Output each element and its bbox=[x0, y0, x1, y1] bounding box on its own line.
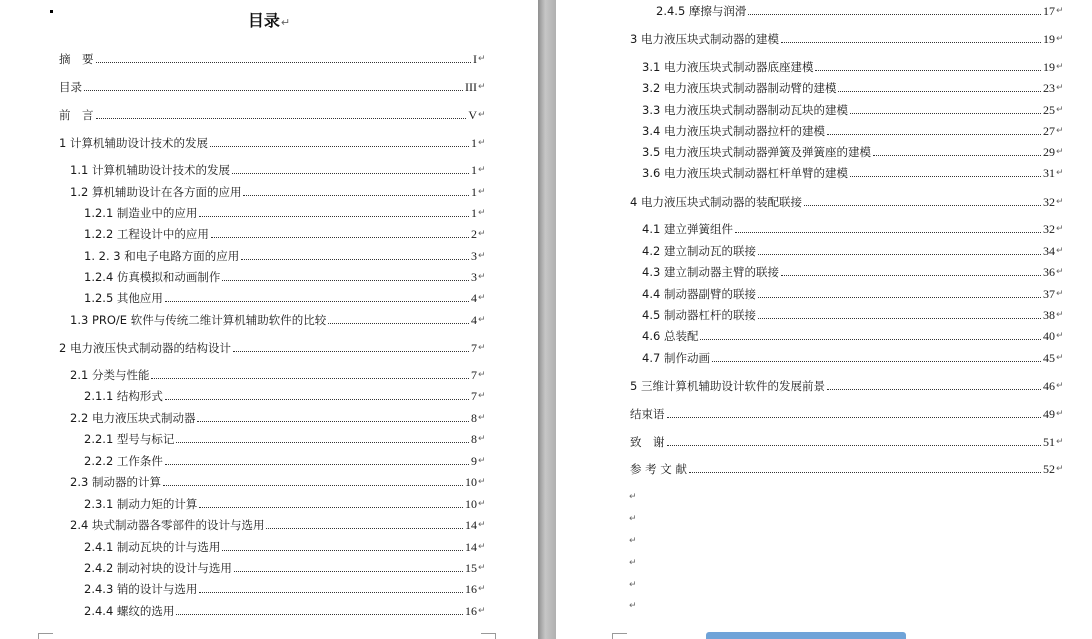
toc-entry-label: 2.4.2 制动衬块的设计与选用 bbox=[84, 561, 232, 575]
toc-entry[interactable] bbox=[642, 222, 1066, 237]
toc-entry-label: 4.3 建立制动器主臂的联接 bbox=[642, 265, 779, 279]
toc-entry[interactable] bbox=[642, 166, 1066, 181]
paragraph-mark-icon: ↵ bbox=[1056, 464, 1064, 474]
toc-page-number: 38 bbox=[1043, 308, 1055, 322]
toc-leader-dots bbox=[712, 361, 1041, 362]
toc-entry[interactable] bbox=[642, 145, 1066, 160]
horizontal-scroll-indicator[interactable] bbox=[706, 632, 906, 639]
toc-entry[interactable] bbox=[84, 389, 488, 404]
paragraph-mark-icon: ↵ bbox=[478, 229, 486, 239]
toc-entry-label: 4.4 制动器副臂的联接 bbox=[642, 287, 756, 301]
toc-page-number: 16 bbox=[465, 582, 477, 596]
toc-page-number: 46 bbox=[1043, 379, 1055, 393]
toc-entry-label: 目录 bbox=[59, 80, 82, 94]
toc-page-number: 45 bbox=[1043, 351, 1055, 365]
toc-entry-label: 2.4.5 摩擦与润滑 bbox=[656, 4, 747, 18]
paragraph-mark-icon: ↵ bbox=[1056, 246, 1064, 256]
page-gap bbox=[538, 0, 556, 639]
toc-page-number: 37 bbox=[1043, 287, 1055, 301]
toc-entry-label: 致 谢 bbox=[630, 435, 665, 449]
toc-page-number: 16 bbox=[465, 604, 477, 618]
paragraph-mark-icon: ↵ bbox=[629, 558, 637, 568]
toc-entry[interactable] bbox=[59, 136, 488, 151]
toc-leader-dots bbox=[758, 318, 1041, 319]
toc-page-number: 40 bbox=[1043, 329, 1055, 343]
toc-entry[interactable] bbox=[642, 308, 1066, 323]
toc-leader-dots bbox=[758, 254, 1041, 255]
paragraph-mark-icon: ↵ bbox=[478, 477, 486, 487]
toc-leader-dots bbox=[96, 118, 467, 119]
paragraph-mark-icon: ↵ bbox=[280, 16, 291, 29]
page-corner-mark bbox=[612, 633, 627, 639]
toc-page-number: 14 bbox=[465, 518, 477, 532]
toc-entry[interactable] bbox=[630, 435, 1066, 450]
toc-leader-dots bbox=[165, 399, 469, 400]
toc-leader-dots bbox=[243, 195, 469, 196]
toc-entry[interactable] bbox=[630, 195, 1066, 210]
toc-leader-dots bbox=[827, 389, 1041, 390]
page-corner-mark bbox=[38, 633, 53, 639]
toc-entry[interactable] bbox=[70, 518, 488, 533]
toc-leader-dots bbox=[199, 592, 463, 593]
paragraph-mark-icon: ↵ bbox=[1056, 224, 1064, 234]
toc-entry-label: 1.2 算机辅助设计在各方面的应用 bbox=[70, 185, 242, 199]
page-corner-mark bbox=[481, 633, 496, 639]
toc-page-number: 23 bbox=[1043, 81, 1055, 95]
paragraph-mark-icon: ↵ bbox=[478, 251, 486, 261]
paragraph-mark-icon: ↵ bbox=[1056, 289, 1064, 299]
toc-entry[interactable] bbox=[656, 4, 1066, 19]
toc-entry-label: 4.6 总装配 bbox=[642, 329, 699, 343]
toc-entry[interactable] bbox=[70, 411, 488, 426]
toc-entry-label: 1.3 PRO/E 软件与传统二维计算机辅助软件的比较 bbox=[70, 313, 327, 327]
paragraph-mark-icon: ↵ bbox=[478, 413, 486, 423]
toc-entry-label: 4.2 建立制动瓦的联接 bbox=[642, 244, 756, 258]
toc-page-number: 4 bbox=[471, 313, 477, 327]
paragraph-mark-icon: ↵ bbox=[478, 208, 486, 218]
paragraph-mark-icon: ↵ bbox=[478, 456, 486, 466]
paragraph-mark-icon: ↵ bbox=[478, 584, 486, 594]
toc-entry-label: 2.2 电力液压块式制动器 bbox=[70, 411, 196, 425]
toc-page-number: 8 bbox=[471, 411, 477, 425]
toc-entry[interactable] bbox=[642, 60, 1066, 75]
toc-entry-label: 2 电力液压快式制动器的结构设计 bbox=[59, 341, 231, 355]
toc-leader-dots bbox=[781, 42, 1041, 43]
toc-entry-label: 4.1 建立弹簧组件 bbox=[642, 222, 733, 236]
paragraph-mark-icon: ↵ bbox=[1056, 381, 1064, 391]
toc-entry-label: 3 电力液压块式制动器的建模 bbox=[630, 32, 779, 46]
toc-page-number: 19 bbox=[1043, 32, 1055, 46]
toc-leader-dots bbox=[210, 146, 469, 147]
toc-page-number: 31 bbox=[1043, 166, 1055, 180]
paragraph-mark-icon: ↵ bbox=[478, 434, 486, 444]
toc-entry[interactable] bbox=[84, 432, 488, 447]
toc-entry-label: 1.1 计算机辅助设计技术的发展 bbox=[70, 163, 230, 177]
toc-page-number: 3 bbox=[471, 270, 477, 284]
toc-entry-label: 3.4 电力液压块式制动器拉杆的建模 bbox=[642, 124, 825, 138]
paragraph-mark-icon: ↵ bbox=[1056, 6, 1064, 16]
toc-entry[interactable] bbox=[642, 351, 1066, 366]
toc-entry[interactable] bbox=[84, 454, 488, 469]
toc-entry[interactable] bbox=[630, 462, 1066, 477]
paragraph-mark-icon: ↵ bbox=[478, 293, 486, 303]
toc-entry-label: 3.1 电力液压块式制动器底座建模 bbox=[642, 60, 814, 74]
paragraph-mark-icon: ↵ bbox=[629, 580, 637, 590]
toc-leader-dots bbox=[850, 176, 1041, 177]
paragraph-mark-icon: ↵ bbox=[1056, 168, 1064, 178]
toc-leader-dots bbox=[781, 275, 1041, 276]
toc-entry[interactable] bbox=[630, 379, 1066, 394]
paragraph-mark-icon: ↵ bbox=[629, 536, 637, 546]
toc-entry[interactable] bbox=[70, 313, 488, 328]
toc-page-number: 49 bbox=[1043, 407, 1055, 421]
paragraph-mark-icon: ↵ bbox=[1056, 310, 1064, 320]
toc-entry[interactable] bbox=[84, 291, 488, 306]
toc-leader-dots bbox=[266, 528, 463, 529]
toc-entry-label: 1.2.1 制造业中的应用 bbox=[84, 206, 198, 220]
paragraph-mark-icon: ↵ bbox=[1056, 409, 1064, 419]
paragraph-mark-icon: ↵ bbox=[1056, 62, 1064, 72]
toc-entry-label: 1.2.4 仿真模拟和动画制作 bbox=[84, 270, 221, 284]
toc-leader-dots bbox=[176, 614, 463, 615]
toc-entry-label: 2.2.1 型号与标记 bbox=[84, 432, 175, 446]
paragraph-mark-icon: ↵ bbox=[1056, 105, 1064, 115]
paragraph-mark-icon: ↵ bbox=[478, 187, 486, 197]
toc-leader-dots bbox=[199, 507, 463, 508]
paragraph-mark-icon: ↵ bbox=[478, 563, 486, 573]
toc-leader-dots bbox=[873, 155, 1041, 156]
toc-leader-dots bbox=[689, 472, 1041, 473]
toc-page-number: 2 bbox=[471, 227, 477, 241]
toc-leader-dots bbox=[815, 70, 1041, 71]
paragraph-mark-icon: ↵ bbox=[478, 370, 486, 380]
toc-page-number: 52 bbox=[1043, 462, 1055, 476]
toc-page-number: 29 bbox=[1043, 145, 1055, 159]
toc-leader-dots bbox=[163, 485, 463, 486]
paragraph-mark-icon: ↵ bbox=[1056, 267, 1064, 277]
toc-entry-label: 3.2 电力液压块式制动器制动臂的建模 bbox=[642, 81, 837, 95]
toc-entry[interactable] bbox=[642, 103, 1066, 118]
toc-leader-dots bbox=[84, 90, 463, 91]
toc-entry[interactable] bbox=[84, 561, 488, 576]
toc-entry-label: 4 电力液压块式制动器的装配联接 bbox=[630, 195, 802, 209]
toc-page-number: 7 bbox=[471, 368, 477, 382]
toc-leader-dots bbox=[735, 232, 1041, 233]
toc-leader-dots bbox=[667, 445, 1042, 446]
paragraph-mark-icon: ↵ bbox=[1056, 197, 1064, 207]
paragraph-mark-icon: ↵ bbox=[478, 110, 486, 120]
toc-leader-dots bbox=[700, 339, 1041, 340]
toc-entry[interactable] bbox=[59, 52, 488, 67]
toc-page-number: 7 bbox=[471, 389, 477, 403]
paragraph-mark-icon: ↵ bbox=[478, 520, 486, 530]
paragraph-mark-icon: ↵ bbox=[1056, 126, 1064, 136]
toc-page-number: 4 bbox=[471, 291, 477, 305]
toc-page-number: 10 bbox=[465, 475, 477, 489]
toc-page-number: 19 bbox=[1043, 60, 1055, 74]
toc-entry[interactable] bbox=[642, 81, 1066, 96]
toc-page-number: 1 bbox=[471, 136, 477, 150]
toc-entry[interactable] bbox=[84, 227, 488, 242]
toc-leader-dots bbox=[165, 464, 469, 465]
toc-entry[interactable] bbox=[59, 108, 488, 123]
paragraph-mark-icon: ↵ bbox=[478, 165, 486, 175]
toc-entry-label: 1.2.2 工程设计中的应用 bbox=[84, 227, 209, 241]
toc-entry-label: 2.4.1 制动瓦块的计与选用 bbox=[84, 540, 221, 554]
toc-page-number: 32 bbox=[1043, 222, 1055, 236]
paragraph-mark-icon: ↵ bbox=[478, 272, 486, 282]
toc-entry-label: 3.3 电力液压块式制动器制动瓦块的建模 bbox=[642, 103, 848, 117]
paragraph-mark-icon: ↵ bbox=[629, 492, 637, 502]
toc-page-number: 7 bbox=[471, 341, 477, 355]
toc-page-number: I bbox=[473, 52, 477, 66]
toc-leader-dots bbox=[96, 62, 472, 63]
toc-leader-dots bbox=[176, 442, 469, 443]
toc-page-number: 1 bbox=[471, 206, 477, 220]
toc-entry-label: 参 考 文 献 bbox=[630, 462, 687, 476]
toc-entry[interactable] bbox=[630, 32, 1066, 47]
toc-entry-label: 4.5 制动器杠杆的联接 bbox=[642, 308, 756, 322]
toc-page-number: 15 bbox=[465, 561, 477, 575]
toc-entry-label: 2.4.3 销的设计与选用 bbox=[84, 582, 198, 596]
toc-entry-label: 2.2.2 工作条件 bbox=[84, 454, 163, 468]
toc-entry[interactable] bbox=[642, 124, 1066, 139]
toc-entry[interactable] bbox=[70, 475, 488, 490]
toc-page-number: 8 bbox=[471, 432, 477, 446]
toc-leader-dots bbox=[151, 378, 469, 379]
toc-leader-dots bbox=[241, 259, 469, 260]
toc-entry-label: 前 言 bbox=[59, 108, 94, 122]
toc-page-number: 3 bbox=[471, 249, 477, 263]
toc-entry[interactable] bbox=[70, 185, 488, 200]
toc-page-number: III bbox=[465, 80, 477, 94]
toc-page-number: 34 bbox=[1043, 244, 1055, 258]
toc-page-number: 32 bbox=[1043, 195, 1055, 209]
toc-entry-label: 5 三维计算机辅助设计软件的发展前景 bbox=[630, 379, 825, 393]
paragraph-mark-icon: ↵ bbox=[478, 54, 486, 64]
paragraph-mark-icon: ↵ bbox=[478, 315, 486, 325]
toc-entry[interactable] bbox=[642, 244, 1066, 259]
toc-entry-label: 1.2.5 其他应用 bbox=[84, 291, 163, 305]
toc-entry[interactable] bbox=[70, 163, 488, 178]
toc-page-number: 14 bbox=[465, 540, 477, 554]
toc-leader-dots bbox=[222, 550, 463, 551]
toc-page-number: 36 bbox=[1043, 265, 1055, 279]
paragraph-mark-icon: ↵ bbox=[629, 601, 637, 611]
toc-page-number: 51 bbox=[1043, 435, 1055, 449]
toc-leader-dots bbox=[165, 301, 469, 302]
paragraph-mark-icon: ↵ bbox=[478, 343, 486, 353]
toc-entry[interactable] bbox=[84, 604, 488, 619]
toc-entry[interactable] bbox=[642, 287, 1066, 302]
toc-entry[interactable] bbox=[84, 206, 488, 221]
toc-leader-dots bbox=[827, 134, 1041, 135]
toc-entry-label: 2.3.1 制动力矩的计算 bbox=[84, 497, 198, 511]
toc-entry[interactable] bbox=[70, 368, 488, 383]
toc-entry[interactable] bbox=[642, 329, 1066, 344]
toc-leader-dots bbox=[232, 173, 469, 174]
toc-page-number: 17 bbox=[1043, 4, 1055, 18]
toc-leader-dots bbox=[197, 421, 469, 422]
paragraph-mark-icon: ↵ bbox=[478, 391, 486, 401]
toc-title-text: 目录 bbox=[247, 11, 280, 30]
toc-page-number: 1 bbox=[471, 163, 477, 177]
toc-page-number: 10 bbox=[465, 497, 477, 511]
paragraph-mark-icon: ↵ bbox=[629, 514, 637, 524]
paragraph-mark-icon: ↵ bbox=[478, 606, 486, 616]
toc-entry-label: 1. 2. 3 和电子电路方面的应用 bbox=[84, 249, 240, 263]
toc-entry[interactable] bbox=[84, 497, 488, 512]
toc-page-number: 9 bbox=[471, 454, 477, 468]
toc-entry-label: 3.6 电力液压块式制动器杠杆单臂的建模 bbox=[642, 166, 848, 180]
paragraph-mark-icon: ↵ bbox=[1056, 353, 1064, 363]
paragraph-mark-icon: ↵ bbox=[1056, 331, 1064, 341]
toc-entry-label: 2.4 块式制动器各零部件的设计与选用 bbox=[70, 518, 265, 532]
toc-leader-dots bbox=[850, 113, 1041, 114]
toc-entry-label: 2.1.1 结构形式 bbox=[84, 389, 163, 403]
toc-entry[interactable] bbox=[84, 249, 488, 264]
toc-leader-dots bbox=[667, 417, 1042, 418]
toc-leader-dots bbox=[211, 237, 469, 238]
toc-entry[interactable] bbox=[84, 582, 488, 597]
toc-entry[interactable] bbox=[84, 270, 488, 285]
toc-leader-dots bbox=[758, 297, 1041, 298]
document-page-left bbox=[0, 0, 538, 639]
toc-title bbox=[0, 8, 538, 31]
paragraph-mark-icon: ↵ bbox=[478, 82, 486, 92]
toc-entry-label: 1 计算机辅助设计技术的发展 bbox=[59, 136, 208, 150]
toc-leader-dots bbox=[838, 91, 1041, 92]
toc-entry[interactable] bbox=[59, 341, 488, 356]
paragraph-mark-icon: ↵ bbox=[1056, 437, 1064, 447]
toc-entry-label: 4.7 制作动画 bbox=[642, 351, 710, 365]
paragraph-mark-icon: ↵ bbox=[1056, 83, 1064, 93]
toc-leader-dots bbox=[748, 14, 1041, 15]
paragraph-mark-icon: ↵ bbox=[478, 499, 486, 509]
toc-leader-dots bbox=[234, 571, 463, 572]
toc-leader-dots bbox=[804, 205, 1041, 206]
paragraph-mark-icon: ↵ bbox=[1056, 147, 1064, 157]
toc-entry[interactable] bbox=[84, 540, 488, 555]
toc-entry-label: 2.1 分类与性能 bbox=[70, 368, 150, 382]
toc-leader-dots bbox=[199, 216, 469, 217]
toc-page-number: V bbox=[468, 108, 477, 122]
toc-leader-dots bbox=[328, 323, 469, 324]
toc-leader-dots bbox=[233, 351, 469, 352]
toc-entry[interactable] bbox=[630, 407, 1066, 422]
paragraph-mark-icon: ↵ bbox=[478, 542, 486, 552]
paragraph-mark-icon: ↵ bbox=[1056, 34, 1064, 44]
toc-leader-dots bbox=[222, 280, 469, 281]
toc-page-number: 25 bbox=[1043, 103, 1055, 117]
toc-page-number: 27 bbox=[1043, 124, 1055, 138]
toc-entry-label: 2.4.4 螺纹的选用 bbox=[84, 604, 175, 618]
toc-entry-label: 结束语 bbox=[630, 407, 665, 421]
toc-entry-label: 2.3 制动器的计算 bbox=[70, 475, 161, 489]
toc-entry-label: 摘 要 bbox=[59, 52, 94, 66]
toc-entry[interactable] bbox=[59, 80, 488, 95]
paragraph-mark-icon: ↵ bbox=[478, 138, 486, 148]
toc-entry[interactable] bbox=[642, 265, 1066, 280]
toc-entry-label: 3.5 电力液压块式制动器弹簧及弹簧座的建模 bbox=[642, 145, 871, 159]
toc-page-number: 1 bbox=[471, 185, 477, 199]
